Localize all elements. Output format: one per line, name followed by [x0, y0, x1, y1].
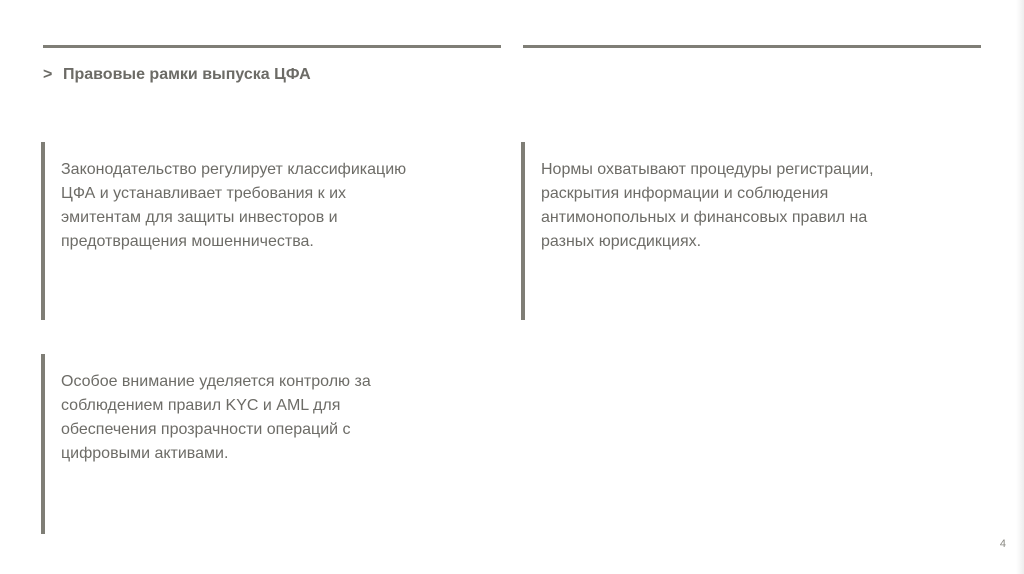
- top-divider-left: [43, 45, 501, 48]
- text-line: Законодательство регулирует классификацию: [61, 161, 407, 178]
- text-line: соблюдением правил KYC и AML для: [61, 397, 341, 414]
- text-block-norms: [521, 142, 991, 320]
- text-line: предотвращения мошенничества.: [61, 233, 314, 250]
- block-text: [541, 158, 874, 254]
- text-line: ЦФА и устанавливает требования к их: [61, 185, 347, 202]
- slide-edge-shadow: [1016, 0, 1024, 574]
- page-number: 4: [999, 538, 1006, 550]
- slide-title: [43, 66, 311, 84]
- accent-bar: [41, 354, 45, 534]
- text-line: антимонопольных и финансовых правил на: [541, 209, 868, 226]
- block-text: [61, 158, 406, 254]
- text-block-kyc-aml: [41, 354, 511, 534]
- accent-bar: [521, 142, 525, 320]
- slide-title-text: Правовые рамки выпуска ЦФА: [63, 66, 311, 83]
- accent-bar: [41, 142, 45, 320]
- text-line: разных юрисдикциях.: [541, 233, 702, 250]
- text-line: Нормы охватывают процедуры регистрации,: [541, 161, 874, 178]
- chevron-right-icon: >: [43, 66, 53, 83]
- block-text: [61, 370, 371, 466]
- top-divider-right: [523, 45, 981, 48]
- text-line: Особое внимание уделяется контролю за: [61, 373, 371, 390]
- text-block-legislation: [41, 142, 511, 320]
- text-line: обеспечения прозрачности операций с: [61, 421, 351, 438]
- text-line: эмитентам для защиты инвесторов и: [61, 209, 338, 226]
- text-line: раскрытия информации и соблюдения: [541, 185, 829, 202]
- text-line: цифровыми активами.: [61, 445, 229, 462]
